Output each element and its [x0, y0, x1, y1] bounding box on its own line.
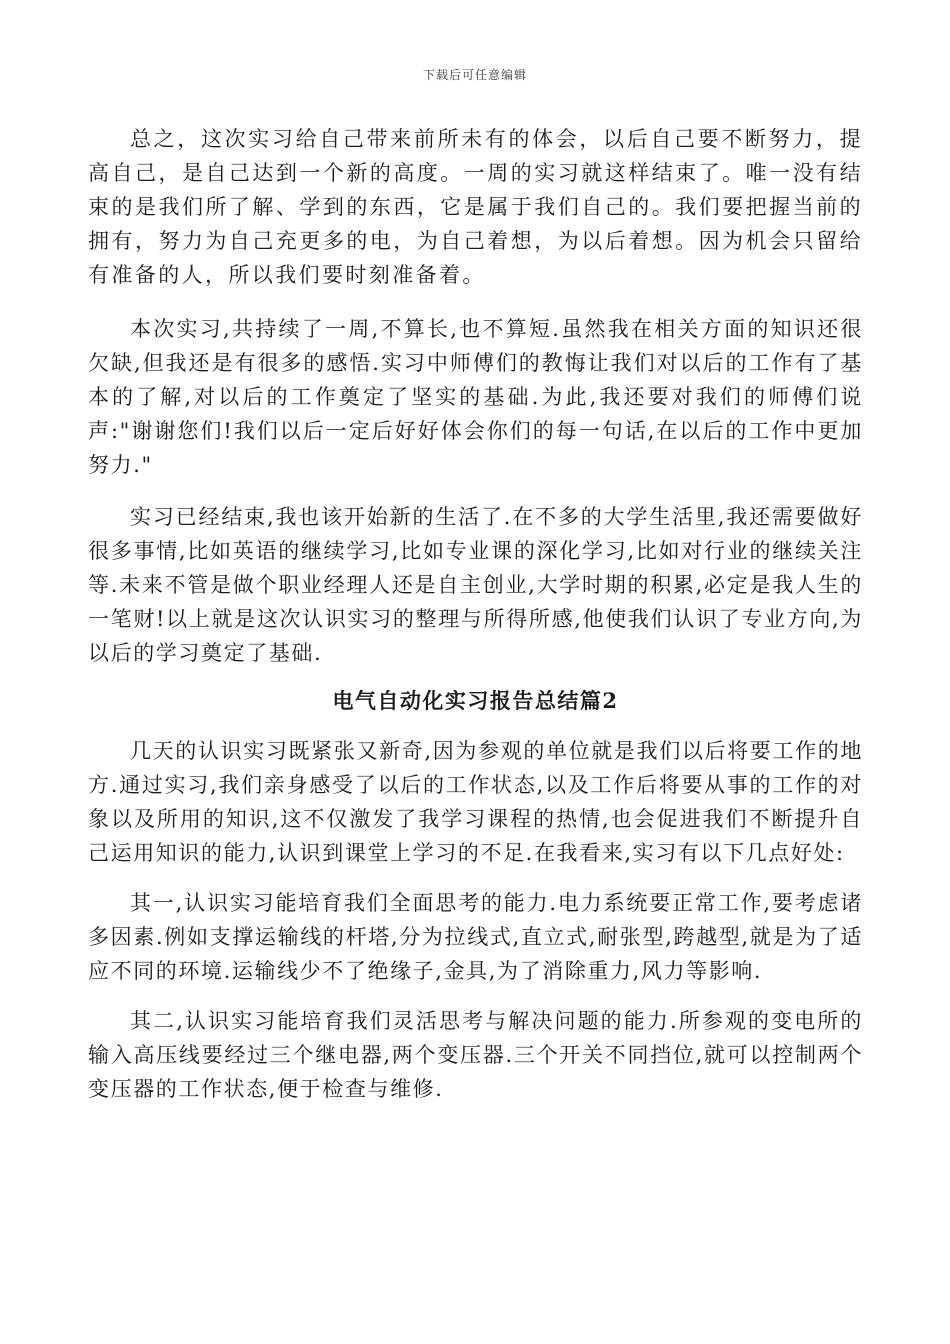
paragraph-future: 实习已经结束,我也该开始新的生活了.在不多的大学生活里,我还需要做好很多事情,比如英语的继续学习,比如专业课的深化学习,比如对行业的继续关注等.未来不管是做个职业经理人还是自主创业,大学时期的积累,必定是我人生的一笔财!以上就是这次认识实习的整理与所得所感,他使我们认识了专业方向,为以后的学习奠定了基础.	[88, 505, 863, 665]
header-note: 下载后可任意编辑	[422, 68, 527, 82]
document-body	[88, 122, 863, 1106]
paragraph-point-one: 其一,认识实习能培育我们全面思考的能力.电力系统要正常工作,要考虑诸多因素.例如支撑运输线的杆塔,分为拉线式,直立式,耐张型,跨越型,就是为了适应不同的环境.运输线少不了绝缘子,金具,为了消除重力,风力等影响.	[88, 891, 863, 983]
paragraph-intro: 几天的认识实习既紧张又新奇,因为参观的单位就是我们以后将要工作的地方.通过实习,我们亲身感受了以后的工作状态,以及工作后将要从事的工作的对象以及所用的知识,这不仅激发了我学习课程的热情,也会促进我们不断提升自己运用知识的能力,认识到课堂上学习的不足.在我看来,实习有以下几点好处:	[88, 739, 863, 865]
paragraph-point-two: 其二,认识实习能培育我们灵活思考与解决问题的能力.所参观的变电所的输入高压线要经过三个继电器,两个变压器.三个开关不同挡位,就可以控制两个变压器的工作状态,便于检查与维修.	[88, 1009, 863, 1101]
section-title: 电气自动化实习报告总结篇2	[332, 688, 619, 713]
paragraph-conclusion: 总之，这次实习给自己带来前所未有的体会，以后自己要不断努力，提高自己，是自己达到一个新的高度。一周的实习就这样结束了。唯一没有结束的是我们所了解、学到的东西，它是属于我们自己的。我们要把握当前的拥有，努力为自己充更多的电，为自己着想，为以后着想。因为机会只留给有准备的人，所以我们要时刻准备着。	[88, 127, 863, 287]
paragraph-thanks: 本次实习,共持续了一周,不算长,也不算短.虽然我在相关方面的知识还很欠缺,但我还是有很多的感悟.实习中师傅们的教悔让我们对以后的工作有了基本的了解,对以后的工作奠定了坚实的基础.为此,我还要对我们的师傅们说声:"谢谢您们!我们以后一定后好好体会你们的每一句话,在以后的工作中更加努力."	[88, 317, 863, 477]
